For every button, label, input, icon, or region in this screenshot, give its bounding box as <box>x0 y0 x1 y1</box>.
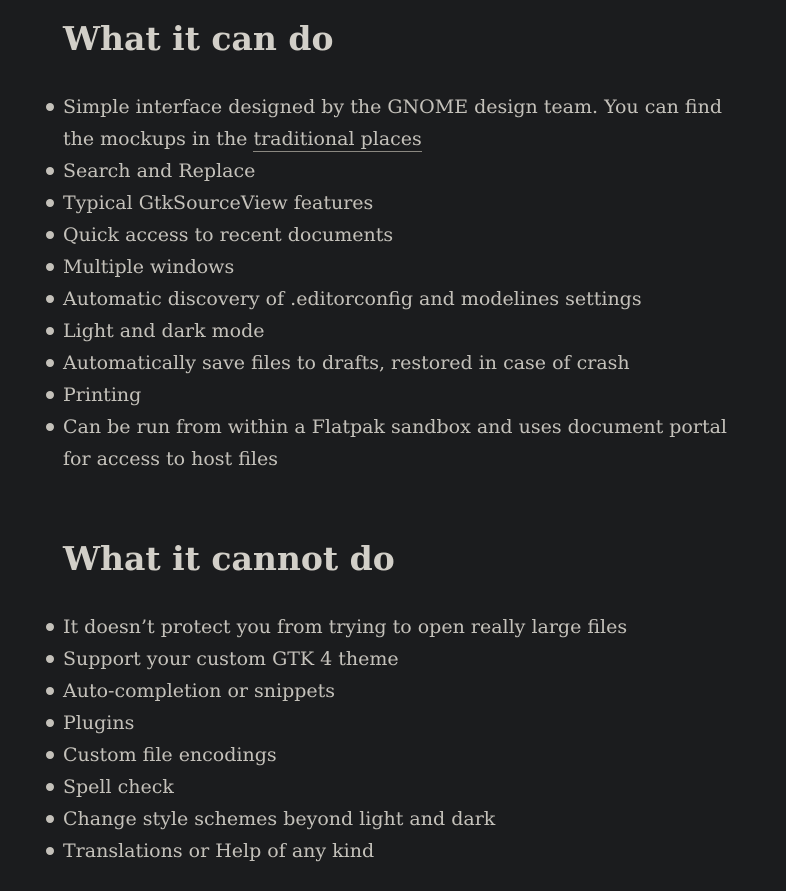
list-item-text: Simple interface designed by the GNOME design team. You can find the mockups in the <box>63 96 723 150</box>
traditional-places-link[interactable]: traditional places <box>253 128 422 150</box>
list-item: Support your custom GTK 4 theme <box>63 643 733 675</box>
list-item: Search and Replace <box>63 155 733 187</box>
list-item <box>63 91 733 155</box>
list-item: Printing <box>63 379 733 411</box>
list-item: Quick access to recent documents <box>63 219 733 251</box>
list-item: Typical GtkSourceView features <box>63 187 733 219</box>
list-item: Light and dark mode <box>63 315 733 347</box>
list-item: Automatic discovery of .editorconfig and modelines settings <box>63 283 733 315</box>
list-item: Multiple windows <box>63 251 733 283</box>
list-item: It doesn’t protect you from trying to open really large files <box>63 611 733 643</box>
list-item: Can be run from within a Flatpak sandbox and uses document portal for access to host files <box>63 411 733 475</box>
feature-list <box>63 91 733 475</box>
list-item: Translations or Help of any kind <box>63 835 733 867</box>
list-item: Plugins <box>63 707 733 739</box>
limitation-list <box>63 611 733 867</box>
list-item: Auto-completion or snippets <box>63 675 733 707</box>
list-item: Change style schemes beyond light and dark <box>63 803 733 835</box>
list-item: Custom file encodings <box>63 739 733 771</box>
section-heading-can: What it can do <box>63 19 334 58</box>
list-item: Spell check <box>63 771 733 803</box>
list-item: Automatically save files to drafts, restored in case of crash <box>63 347 733 379</box>
section-heading-cannot: What it cannot do <box>63 539 395 578</box>
